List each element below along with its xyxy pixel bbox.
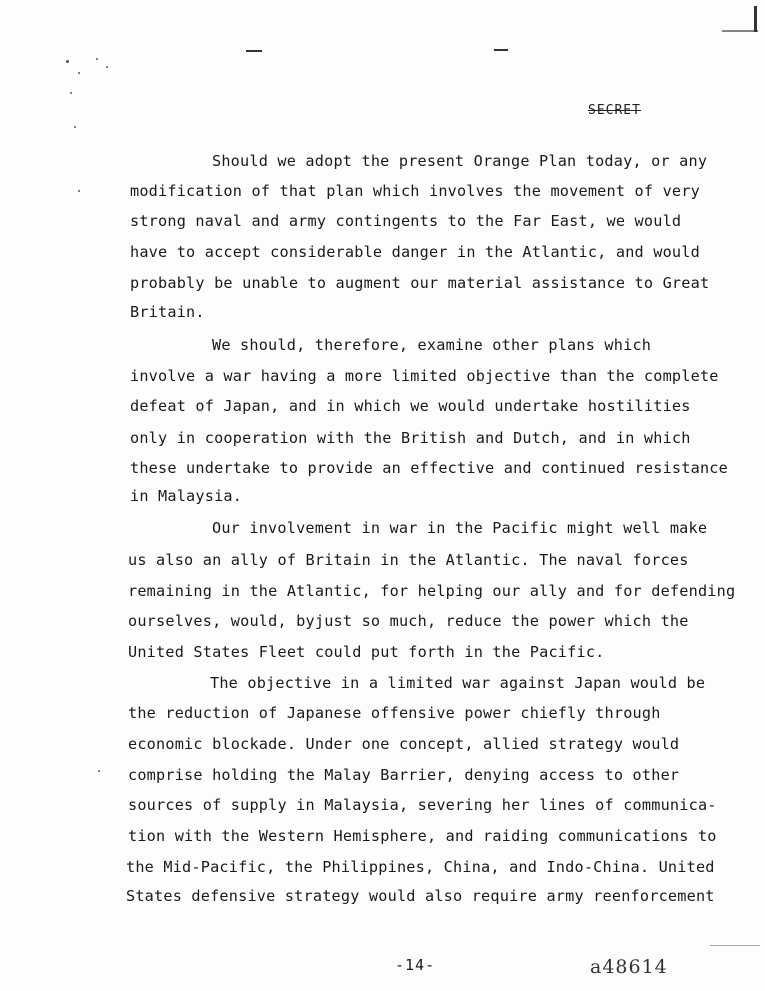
scan-speck (78, 72, 80, 74)
archive-number: a48614 (590, 956, 668, 978)
text-line: economic blockade. Under one concept, allied strategy would (128, 735, 680, 753)
text-line: tion with the Western Hemisphere, and raiding communications to (128, 827, 717, 845)
scan-speck (98, 770, 100, 772)
text-line: strong naval and army contingents to the Far East, we would (130, 212, 682, 230)
text-line: The objective in a limited war against Japan would be (210, 674, 706, 692)
scan-speck (70, 92, 72, 94)
text-line: ourselves, would, byjust so much, reduce the power which the (128, 612, 689, 630)
text-line: these undertake to provide an effective and continued resistance (130, 459, 728, 477)
text-line: involve a war having a more limited objective than the complete (130, 367, 719, 385)
text-line: the Mid-Pacific, the Philippines, China, and Indo-China. United (126, 858, 715, 876)
scan-dash-2 (494, 49, 508, 51)
scan-mark-top-right-base (722, 30, 758, 32)
text-line: only in cooperation with the British and Dutch, and in which (130, 429, 691, 447)
scan-dash-1 (246, 50, 262, 52)
text-line: in Malaysia. (130, 487, 243, 505)
text-line: Should we adopt the present Orange Plan today, or any (212, 152, 708, 170)
text-line: the reduction of Japanese offensive power chiefly through (128, 704, 661, 722)
text-line: Our involvement in war in the Pacific might well make (212, 519, 708, 537)
text-line: United States Fleet could put forth in the Pacific. (128, 643, 605, 661)
classification-marking: SECRET (588, 103, 641, 118)
text-line: States defensive strategy would also require army reenforcement (126, 887, 715, 905)
scan-line-bottom (710, 945, 760, 946)
scan-speck (66, 60, 69, 63)
page-number: -14- (395, 956, 436, 974)
text-line: probably be unable to augment our material assistance to Great (130, 274, 710, 292)
text-line: remaining in the Atlantic, for helping our ally and for defending (128, 582, 736, 600)
scan-speck (74, 126, 76, 128)
text-line: We should, therefore, examine other plans which (212, 336, 652, 354)
scan-speck (96, 58, 98, 60)
text-line: comprise holding the Malay Barrier, denying access to other (128, 766, 680, 784)
text-line: have to accept considerable danger in the Atlantic, and would (130, 243, 700, 261)
scan-mark-top-right (754, 6, 757, 32)
text-line: Britain. (130, 303, 205, 321)
text-line: us also an ally of Britain in the Atlantic. The naval forces (128, 551, 689, 569)
scan-speck (106, 66, 108, 68)
text-line: sources of supply in Malaysia, severing her lines of communica- (128, 796, 717, 814)
scan-speck (78, 190, 80, 192)
text-line: defeat of Japan, and in which we would undertake hostilities (130, 397, 691, 415)
text-line: modification of that plan which involves the movement of very (130, 182, 700, 200)
